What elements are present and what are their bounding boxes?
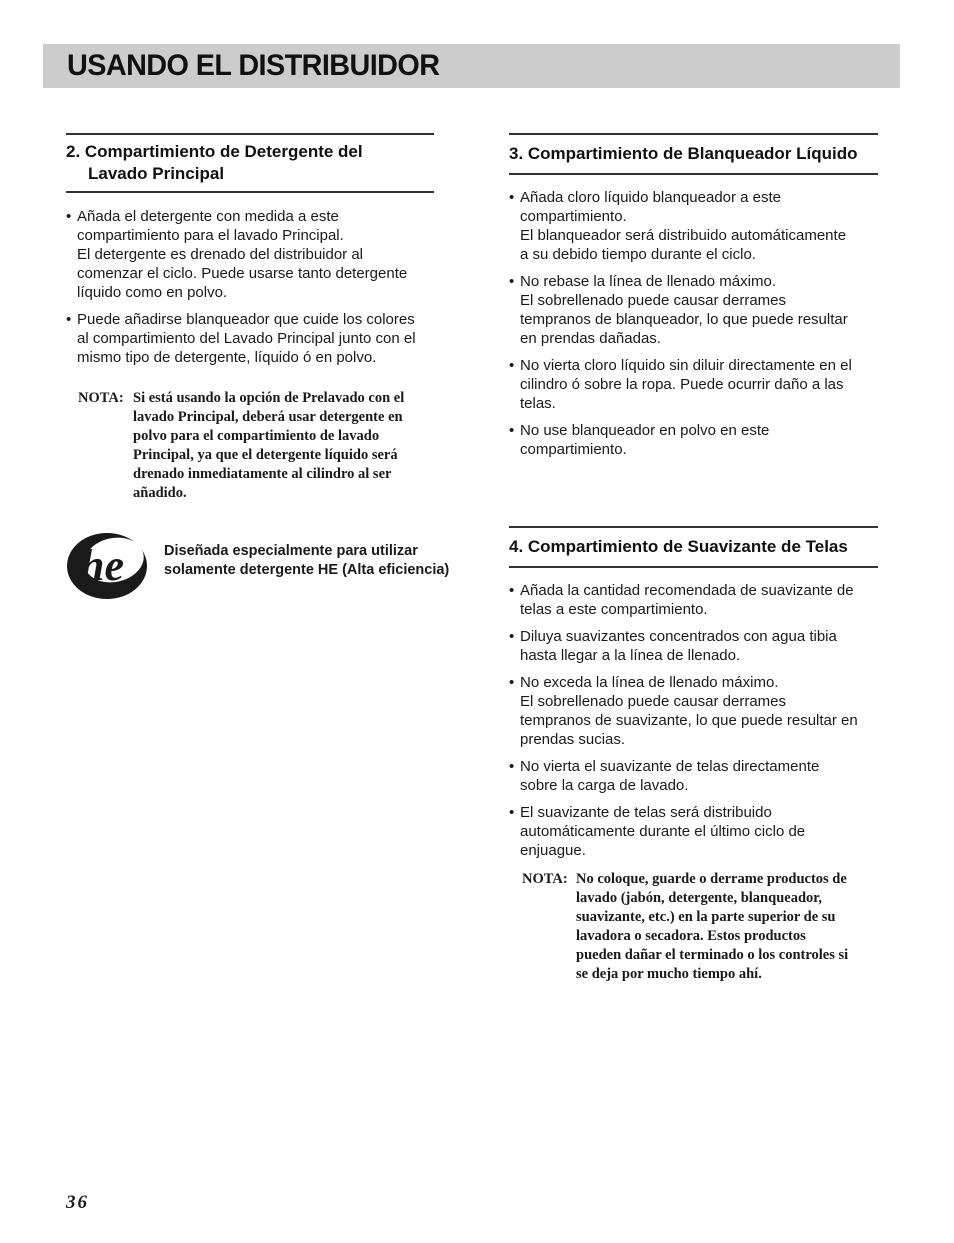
text-line: se deja por mucho tiempo ahí. [576,966,762,982]
bullet-list [66,207,434,367]
text-line: compartimiento. [520,441,627,458]
text-line: • No use blanqueador en polvo en este [520,422,770,439]
text-line: pueden dañar el terminado o los controles si [576,947,849,963]
text-line: telas a este compartimiento. [520,601,708,618]
list-item [66,207,434,302]
section-heading [66,133,434,193]
text-line: compartimiento. [520,208,627,225]
text-line: drenado inmediatamente al cilindro al ser [133,466,392,482]
text-line: mismo tipo de detergente, líquido ó en polvo. [77,349,377,366]
text-line: enjuague. [520,842,586,859]
text-line: cilindro ó sobre la ropa. Puede ocurrir daño a las [520,376,844,393]
text-line: El sobrellenado puede causar derrames [520,292,786,309]
he-logo-icon [66,530,150,602]
note-label: NOTA: [78,390,124,406]
text-line: • Añada cloro líquido blanqueador a este [520,189,782,206]
bullet-list [509,581,878,860]
list-item [509,803,878,860]
title-banner [43,44,900,88]
text-line: en prendas dañadas. [520,330,661,347]
text-line: Diseñada especialmente para utilizar [164,543,418,559]
text-line: • Puede añadirse blanqueador que cuide los colores [77,311,415,328]
note-block [78,389,434,503]
text-line: telas. [520,395,556,412]
text-line: • El suavizante de telas será distribuido [520,804,772,821]
text-line: • No vierta cloro líquido sin diluir directamente en el [520,357,852,374]
text-line: lavado (jabón, detergente, blanqueador, [576,890,822,906]
list-item [509,581,878,619]
text-line: automáticamente durante el último ciclo de [520,823,806,840]
note-label: NOTA: [522,871,568,887]
text-line: al compartimiento del Lavado Principal junto con el [77,330,416,347]
section-liquid-bleach [509,133,878,467]
text-line: sobre la carga de lavado. [520,777,689,794]
text-line: Si está usando la opción de Prelavado con el [133,390,405,406]
list-item [509,272,878,348]
text-line: • No vierta el suavizante de telas directamente [520,758,820,775]
text-line: compartimiento para el lavado Principal. [77,227,344,244]
he-notice [66,530,486,610]
text-line: El blanqueador será distribuido automáticamente [520,227,847,244]
text-line: tempranos de blanqueador, lo que puede resultar [520,311,848,328]
text-line: líquido como en polvo. [77,284,228,301]
list-item [509,421,878,459]
bullet-list [509,188,878,459]
page-number: 36 [66,1192,89,1213]
text-line: hasta llegar a la línea de llenado. [520,647,741,664]
text-line: El detergente es drenado del distribuidor al [77,246,364,263]
note-text [78,389,434,503]
text-line: • Añada la cantidad recomendada de suavizante de [520,582,854,599]
text-line: • Diluya suavizantes concentrados con agua tibia [520,628,837,645]
text-line: polvo para el compartimiento de lavado [133,428,380,444]
text-line: • No rebase la línea de llenado máximo. [520,273,776,290]
heading-line: Lavado Principal [88,164,225,183]
list-item [509,757,878,795]
text-line: Principal, ya que el detergente líquido será [133,447,398,463]
text-line: solamente detergente HE (Alta eficiencia) [164,562,450,578]
list-item [509,673,878,749]
text-line: lavado Principal, deberá usar detergente en [133,409,403,425]
text-line: • No exceda la línea de llenado máximo. [520,674,779,691]
text-line: lavadora o secadora. Estos productos [576,928,806,944]
list-item [509,627,878,665]
text-line: • Añada el detergente con medida a este [77,208,339,225]
page-title: USANDO EL DISTRIBUIDOR [67,49,440,82]
list-item [66,310,434,367]
list-item [509,356,878,413]
section-heading: 4. Compartimiento de Suavizante de Telas [509,526,878,568]
text-line: suavizante, etc.) en la parte superior de su [576,909,836,925]
text-line: añadido. [133,485,187,501]
svg-text:he: he [80,541,124,590]
text-line: prendas sucias. [520,731,626,748]
text-line: tempranos de suavizante, lo que puede resultar en [520,712,858,729]
list-item [509,188,878,264]
text-line: a su debido tiempo durante el ciclo. [520,246,756,263]
he-notice-text [164,542,494,580]
note-text [522,870,878,984]
section-heading: 3. Compartimiento de Blanqueador Líquido [509,133,878,175]
note-block [522,870,878,984]
text-line: El sobrellenado puede causar derrames [520,693,786,710]
text-line: comenzar el ciclo. Puede usarse tanto detergente [77,265,408,282]
heading-line: 2. Compartimiento de Detergente del [66,142,363,161]
text-line: No coloque, guarde o derrame productos de [576,871,847,887]
section-main-wash-detergent [66,133,434,503]
section-fabric-softener [509,526,878,984]
